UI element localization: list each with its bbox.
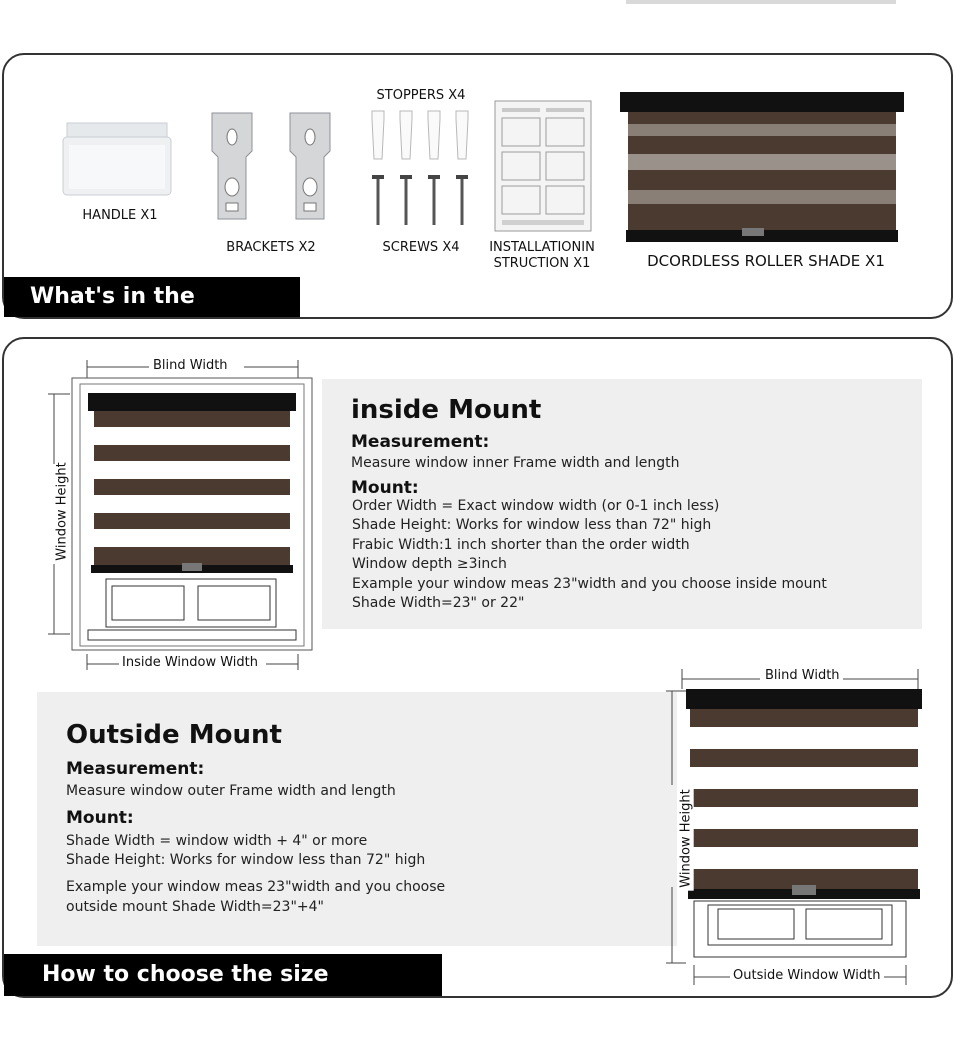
inside-blind-width-label: Blind Width: [150, 358, 231, 373]
inside-line: Window depth ≥3inch: [352, 556, 507, 572]
inside-measurement-heading: Measurement:: [351, 432, 490, 452]
outside-example-line: Example your window meas 23"width and you choose: [66, 879, 446, 895]
outside-window-width-label: Outside Window Width: [730, 968, 884, 983]
inside-measurement-text: Measure window inner Frame width and length: [351, 455, 680, 471]
sizing-card: [2, 337, 953, 1029]
instruction-sheet-image: [494, 100, 592, 232]
inside-line: Shade Height: Works for window less than 72" high: [352, 517, 712, 533]
handle-caption: HANDLE X1: [82, 208, 158, 223]
screws-image: [366, 173, 476, 229]
handle-image: [59, 115, 174, 200]
outside-window-height-label: Window Height: [679, 786, 694, 890]
screws-caption: SCREWS X4: [382, 240, 460, 255]
outside-measurement-text: Measure window outer Frame width and length: [66, 783, 396, 799]
outside-mount-title: Outside Mount: [66, 720, 282, 750]
inside-line: Order Width = Exact window width (or 0-1 inch less): [352, 498, 720, 514]
brackets-image: [204, 107, 339, 227]
outside-measurement-heading: Measurement:: [66, 759, 205, 779]
inside-mount-diagram: [44, 354, 319, 674]
outside-blind-width-label: Blind Width: [762, 668, 843, 683]
brackets-caption: BRACKETS X2: [226, 240, 316, 255]
outside-line: Shade Width = window width + 4" or more: [66, 833, 368, 849]
outside-line: Shade Height: Works for window less than 72" high: [66, 852, 426, 868]
inside-line: Frabic Width:1 inch shorter than the order width: [352, 537, 690, 553]
inside-window-width-label: Inside Window Width: [119, 655, 261, 670]
inside-line: Shade Width=23" or 22": [352, 595, 525, 611]
stoppers-image: [366, 107, 476, 163]
outside-mount-diagram: [664, 667, 926, 987]
inside-mount-title: inside Mount: [351, 395, 542, 425]
stoppers-caption: STOPPERS X4: [376, 88, 466, 103]
top-divider-bar: [626, 0, 896, 4]
inside-window-height-label: Window Height: [55, 459, 70, 563]
instruction-caption-line2: STRUCTION X1: [493, 256, 591, 271]
instruction-caption-line1: INSTALLATIONIN: [489, 240, 595, 255]
roller-shade-image: [620, 92, 905, 248]
inside-mount-heading: Mount:: [351, 478, 419, 498]
inside-line: Example your window meas 23"width and you choose inside mount: [352, 576, 827, 592]
outside-mount-heading: Mount:: [66, 808, 134, 828]
sizing-banner: How to choose the size ofshades: [4, 954, 442, 996]
package-banner: What's in the: [4, 277, 300, 317]
package-card: [2, 53, 953, 319]
outside-example-line: outside mount Shade Width=23"+4": [66, 899, 324, 915]
shade-caption: DCORDLESS ROLLER SHADE X1: [647, 252, 885, 270]
